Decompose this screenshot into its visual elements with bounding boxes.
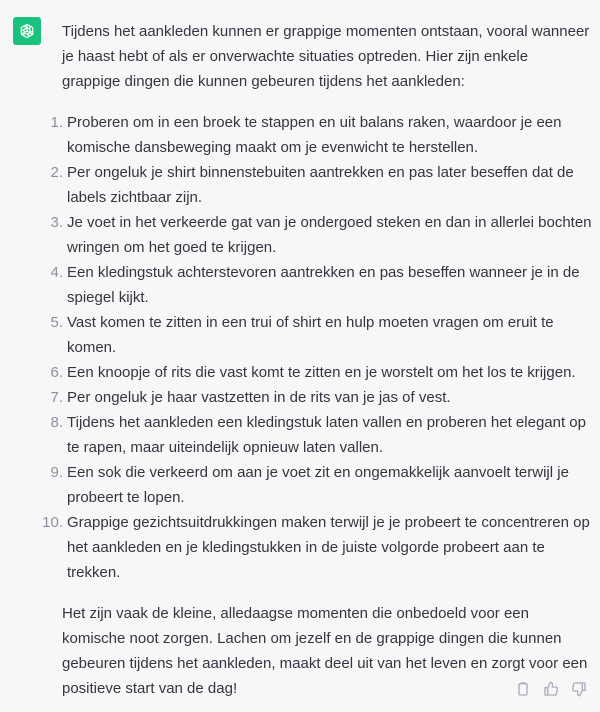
list-item [42,310,594,360]
list-item-number: 5. [50,314,63,331]
list-item-number: 8. [50,414,63,431]
list-item-number: 1. [50,114,63,131]
list-item-number: 6. [50,364,63,381]
list-item-number: 10. [42,514,63,531]
list-item-text: Proberen om in een broek te stappen en uit balans raken, waardoor je een komische dansbeweging maakt om je evenwicht te herstellen. [67,114,562,156]
list-item-number: 7. [50,389,63,406]
list-item-text: Een knoopje of rits die vast komt te zitten en je worstelt om het los te krijgen. [67,364,576,381]
message-outro: Het zijn vaak de kleine, alledaagse momenten die onbedoeld voor een komische noot zorgen. Lachen om jezelf en de grappige dingen die kunnen gebeuren tijdens het aankleden, maakt deel uit van het leven en zorgt voor een positieve start van de dag! [62,605,588,697]
list-item [42,210,594,260]
list-item [42,160,594,210]
list-item-text: Je voet in het verkeerde gat van je ondergoed steken en dan in allerlei bochten wringen om het goed te krijgen. [67,214,592,256]
copy-button[interactable] [514,680,532,698]
list-item [42,410,594,460]
message-actions [514,680,588,698]
list-item-text: Grappige gezichtsuitdrukkingen maken terwijl je je probeert te concentreren op het aankleden en je kledingstukken in de juiste volgorde probeert aan te trekken. [67,514,590,581]
clipboard-icon [515,681,531,697]
list-item-text: Tijdens het aankleden een kledingstuk laten vallen en proberen het elegant op te rapen, maar uiteindelijk opnieuw laten vallen. [67,414,586,456]
list-item [42,260,594,310]
message-intro: Tijdens het aankleden kunnen er grappige momenten ontstaan, vooral wanneer je haast hebt of als er onverwachte situaties optreden. Hier zijn enkele grappige dingen die kunnen gebeuren tijdens het aankleden: [62,23,590,90]
list-item [42,110,594,160]
assistant-avatar [13,17,41,45]
assistant-message [42,19,592,701]
list-item [42,510,594,585]
list-item-number: 3. [50,214,63,231]
openai-logo-icon [17,21,37,41]
list-item-text: Per ongeluk je haar vastzetten in de rits van je jas of vest. [67,389,451,406]
list-item [42,360,594,385]
list-item-number: 4. [50,264,63,281]
list-item-text: Per ongeluk je shirt binnenstebuiten aantrekken en pas later beseffen dat de labels zichtbaar zijn. [67,164,574,206]
list-item [42,385,594,410]
list-item-text: Een sok die verkeerd om aan je voet zit en ongemakkelijk aanvoelt terwijl je probeert te lopen. [67,464,569,506]
list-item [42,460,594,510]
list-item-number: 9. [50,464,63,481]
funny-moments-list [42,110,594,585]
list-item-text: Vast komen te zitten in een trui of shirt en hulp moeten vragen om eruit te komen. [67,314,554,356]
thumbs-down-button[interactable] [570,680,588,698]
thumbs-up-button[interactable] [542,680,560,698]
list-item-text: Een kledingstuk achterstevoren aantrekken en pas beseffen wanneer je in de spiegel kijkt. [67,264,580,306]
list-item-number: 2. [50,164,63,181]
thumbs-up-icon [543,681,559,697]
thumbs-down-icon [571,681,587,697]
